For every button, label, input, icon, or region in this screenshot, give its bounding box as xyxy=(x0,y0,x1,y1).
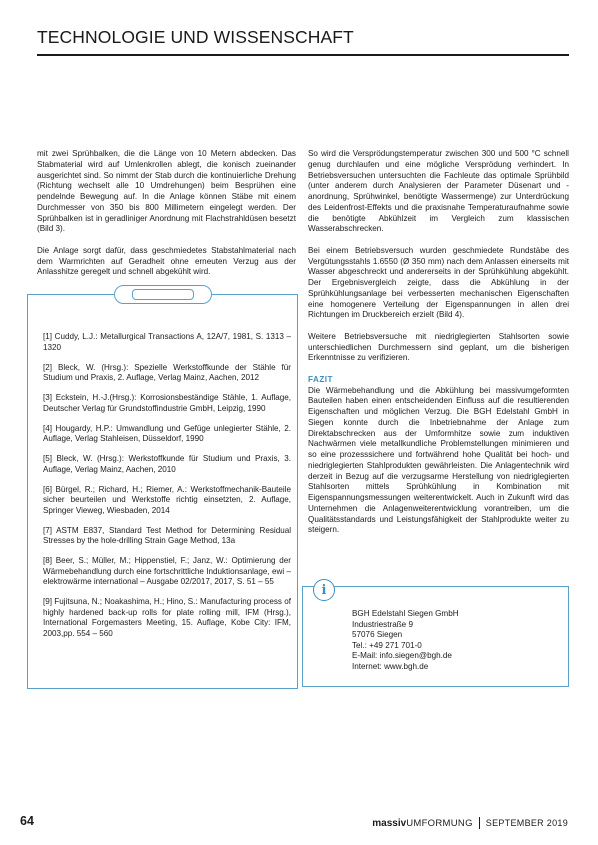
reference-item: [8] Beer, S.; Müller, M.; Hippenstiel, F.; Janz, W.: Optimierung der Wärmebehandlung durch eine fortschrittliche Induktionsanlage, ewi – elektrowärme international – Ausgabe 02/2017, 2017, S. 51 – 55 xyxy=(43,556,291,586)
left-column xyxy=(37,149,296,289)
left-paragraph-1: mit zwei Sprühbalken, die die Länge von 10 Metern abdecken. Das Stabmaterial wird auf Umlenkrollen ablegt, die konisch zueinander ausgerichtet sind. So nimmt der Stab durch die kontinuierliche Drehung (Richtung wechselt alle 10 Umdrehungen) beim Besprühen eine pendelnde Bewegung auf. In die Anlage können Stäbe mit einem Durchmesser von 350 bis 800 Millimetern eingelegt werden. Der Sprühbalken ist in geradliniger Anordnung mit Flachstrahldüsen besetzt (Bild 3). xyxy=(37,149,296,234)
reference-item: [3] Eckstein, H.-J.(Hrsg.): Korrosionsbeständige Stähle, 1. Auflage, Deutscher Verlag für Grundstoffindustrie GmbH, Leipzig, 1990 xyxy=(43,393,291,413)
contact-info-box xyxy=(302,582,569,687)
references-tab-marker xyxy=(132,289,194,300)
contact-lines xyxy=(352,609,459,672)
street-address: Industriestraße 9 xyxy=(352,619,413,629)
reference-item: [9] Fujitsuna, N.; Noakashima, H.; Hino, S.: Manufacturing process of highly hardened back-up rolls for plate rolling mill, IFM (Hrsg.), International Forgemasters Meeting, 15. Auflage, Kobe City: IFM, 2003,pp. 554 – 560 xyxy=(43,597,291,638)
reference-item: [2] Bleck, W. (Hrsg.): Spezielle Werkstoffkunde der Stähle für Studium und Praxis, 2. Auflage, Verlag Mainz, Aachen, 2012 xyxy=(43,362,291,382)
reference-item: [7] ASTM E837, Standard Test Method for Determining Residual Stresses by the hole-drilling Strain Gage Method, 13a xyxy=(43,525,291,545)
reference-item: [1] Cuddy, L.J.: Metallurgical Transactions A, 12A/7, 1981, S. 1313 – 1320 xyxy=(43,332,291,352)
page-number: 64 xyxy=(20,814,34,828)
reference-item: [4] Hougardy, H.P.: Umwandlung und Gefüge unlegierter Stähle, 2. Auflage, Verlag Stahleisen, Düsseldorf, 1990 xyxy=(43,423,291,443)
fazit-paragraph: Die Wärmebehandlung und die Abkühlung bei massivumgeformten Bauteilen haben einen entscheidenden Einfluss auf die resultierenden Eigenschaften und möglichen Verzug. Die BGH Edelstahl GmbH in Siegen konnte durch die Inbetriebnahme der Anlage zum Direktabschrecken aus der Umformhitze sowie zum induktiven Nachwärmen viele metallkundliche Problemstellungen minimieren und so eine prozesssichere und fortwährend hohe Qualität bei hoch- und niedriglegierten Stahlprodukten gewährleisten. Die Anlagentechnik wird derzeit in Bezug auf die verzugsarme Herstellung von niedriglegierten Stahlsorten mittels Sprühkühlung in Kombination mit Eigenspannungsmessungen weiterentwickelt. Auch in Zukunft wird das Unternehmen die Anlagenweiterentwicklung vorantreiben, um die Qualitätsstandards und Leistungsfähigkeit der Stahlprodukte weiter zu steigern. xyxy=(308,385,569,535)
right-paragraph-1: So wird die Versprödungstemperatur zwischen 300 und 500 °C schnell genug durchlaufen und eine mögliche Versprödung verhindert. In Betriebsversuchen untersuchten die Fachleute das optimale Sprühbild (unter anderem durch Analysieren der Parameter Düsenart und -anordnung, Sprühwinkel, benötigte Wassermenge) zur Unterdrückung des Leidenfrost-Effekts und die praxisnahe Temperaturaufnahme sowie die benötigte Abkühlzeit im Vergleich zum klassischen Wasserabschrecken. xyxy=(308,149,569,234)
reference-item: [5] Bleck, W. (Hrsg.): Werkstoffkunde für Studium und Praxis, 3. Auflage, Verlag Mainz, Aachen, 2010 xyxy=(43,454,291,474)
references-tab xyxy=(114,285,212,304)
postal-city: 57076 Siegen xyxy=(352,630,403,639)
right-paragraph-2: Bei einem Betriebsversuch wurden geschmiedete Rundstäbe des Vergütungsstahls 1.6550 (Ø 350 mm) nach dem Anlassen einerseits mit Wasser abgeschreckt und andererseits in der Sprühkühlung abgekühlt. Der Ergebnisvergleich zeigte, dass die Abkühlung in der Sprühkühlungsanlage bei verbesserten mechanischen Eigenschaften eine homogenere Verteilung der Eigenspannungen in allen drei Richtungen im Druckbereich erzielt (Bild 4). xyxy=(308,245,569,320)
right-column xyxy=(308,149,569,547)
footer-masthead xyxy=(372,817,568,829)
phone: Tel.: +49 271 701-0 xyxy=(352,640,422,650)
fazit-heading: FAZIT xyxy=(308,374,333,384)
info-icon: i xyxy=(313,579,335,601)
reference-list xyxy=(43,332,291,649)
right-paragraph-3: Weitere Betriebsversuche mit niedriglegierten Stahlsorten sowie unterschiedlichen Durchmessern sind geplant, um die bisherigen Erkenntnisse zu verifizieren. xyxy=(308,331,569,363)
section-title: TECHNOLOGIE UND WISSENSCHAFT xyxy=(37,27,354,47)
issue-date: SEPTEMBER 2019 xyxy=(485,818,568,828)
reference-item: [6] Bürgel, R.; Richard, H.; Riemer, A.: Werkstoffmechanik-Bauteile sicher beurteilen und Werkstoffe richtig einsetzten, 2. Auflage, Springer Vieweg, Wiesbaden, 2014 xyxy=(43,484,291,515)
references-box xyxy=(27,294,298,689)
company-name: BGH Edelstahl Siegen GmbH xyxy=(352,609,459,618)
header-rule xyxy=(37,54,569,56)
left-paragraph-2: Die Anlage sorgt dafür, dass geschmiedetes Stabstahlmaterial nach dem Warmrichten auf Geradheit ohne erneuten Verzug aus der Anlasshitze geregelt und schnell abgekühlt wird. xyxy=(37,245,296,277)
website: Internet: www.bgh.de xyxy=(352,661,429,671)
brand-umformung: UMFORMUNG xyxy=(406,817,473,829)
brand-massiv: massiv xyxy=(372,817,407,829)
footer-separator xyxy=(479,817,480,829)
email: E-Mail: info.siegen@bgh.de xyxy=(352,651,452,660)
